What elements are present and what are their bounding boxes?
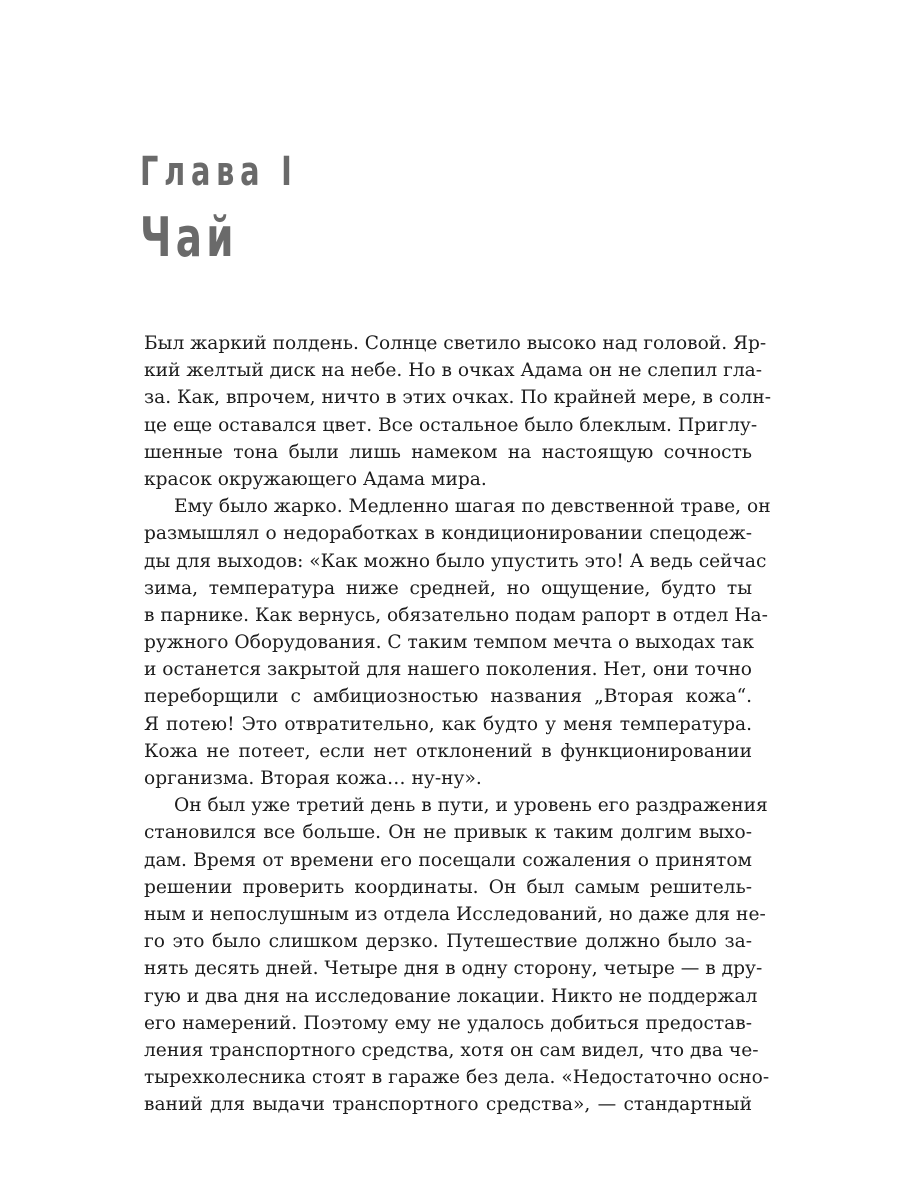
- paragraph: [144, 792, 770, 1118]
- text-line: гую и два дня на исследование локации. Никто не поддержал: [144, 985, 758, 1007]
- text-line: красок окружающего Адама мира.: [144, 468, 487, 490]
- text-line: становился все больше. Он не привык к таким долгим выхо-: [144, 822, 752, 844]
- text-line: ваний для выдачи транспортного средства», — стандартный: [144, 1094, 752, 1116]
- chapter-heading: [140, 146, 760, 270]
- text-line: Был жаркий полдень. Солнце светило высоко над головой. Яр-: [144, 333, 767, 354]
- text-line: шенные тона были лишь намеком на настоящую сочность: [144, 441, 752, 463]
- text-line: за. Как, впрочем, ничто в этих очках. По крайней мере, в солн-: [144, 387, 772, 409]
- text-line: ления транспортного средства, хотя он сам видел, что два че-: [144, 1039, 759, 1061]
- text-line: переборщили с амбициозностью названия „Вторая кожа“.: [144, 686, 752, 708]
- text-line: и останется закрытой для нашего поколения. Нет, они точно: [144, 659, 753, 681]
- text-line: ружного Оборудования. С таким темпом мечта о выходах так: [144, 632, 755, 654]
- text-line: тырехколесника стоят в гараже без дела. «Недостаточно осно-: [144, 1067, 770, 1089]
- paragraph: [144, 330, 772, 493]
- paragraph: [144, 493, 771, 792]
- text-line: решении проверить координаты. Он был самым решитель-: [144, 876, 752, 898]
- text-line: размышлял о недоработках в кондиционировании спецодеж-: [144, 523, 752, 545]
- text-line: кий желтый диск на небе. Но в очках Адама он не слепил гла-: [144, 360, 763, 382]
- chapter-title: Чай: [140, 206, 238, 269]
- body-text: [144, 330, 772, 1118]
- text-line: Я потею! Это отвратительно, как будто у меня температура.: [144, 713, 752, 735]
- text-line: це еще оставался цвет. Все остальное было блеклым. Приглу-: [144, 414, 758, 436]
- text-line: в парнике. Как вернусь, обязательно подам рапорт в отдел На-: [144, 604, 768, 626]
- chapter-label: Глава I: [140, 149, 298, 195]
- text-line: дам. Время от времени его посещали сожаления о принятом: [144, 849, 752, 871]
- text-line: Кожа не потеет, если нет отклонений в функционировании: [144, 740, 752, 762]
- text-line: зима, температура ниже средней, но ощущение, будто ты: [144, 577, 752, 599]
- text-line: организма. Вторая кожа… ну-ну».: [144, 768, 482, 789]
- text-line: Ему было жарко. Медленно шагая по девственной траве, он: [174, 496, 771, 518]
- text-line: Он был уже третий день в пути, и уровень его раздражения: [174, 795, 768, 817]
- text-line: ды для выходов: «Как можно было упустить это! А ведь сейчас: [144, 550, 767, 572]
- text-line: его намерений. Поэтому ему не удалось добиться предостав-: [144, 1012, 752, 1034]
- text-line: го это было слишком дерзко. Путешествие должно было за-: [144, 931, 752, 953]
- text-line: нять десять дней. Четыре дня в одну сторону, четыре — в дру-: [144, 958, 763, 980]
- text-line: ным и непослушным из отдела Исследований, но даже для не-: [144, 903, 766, 925]
